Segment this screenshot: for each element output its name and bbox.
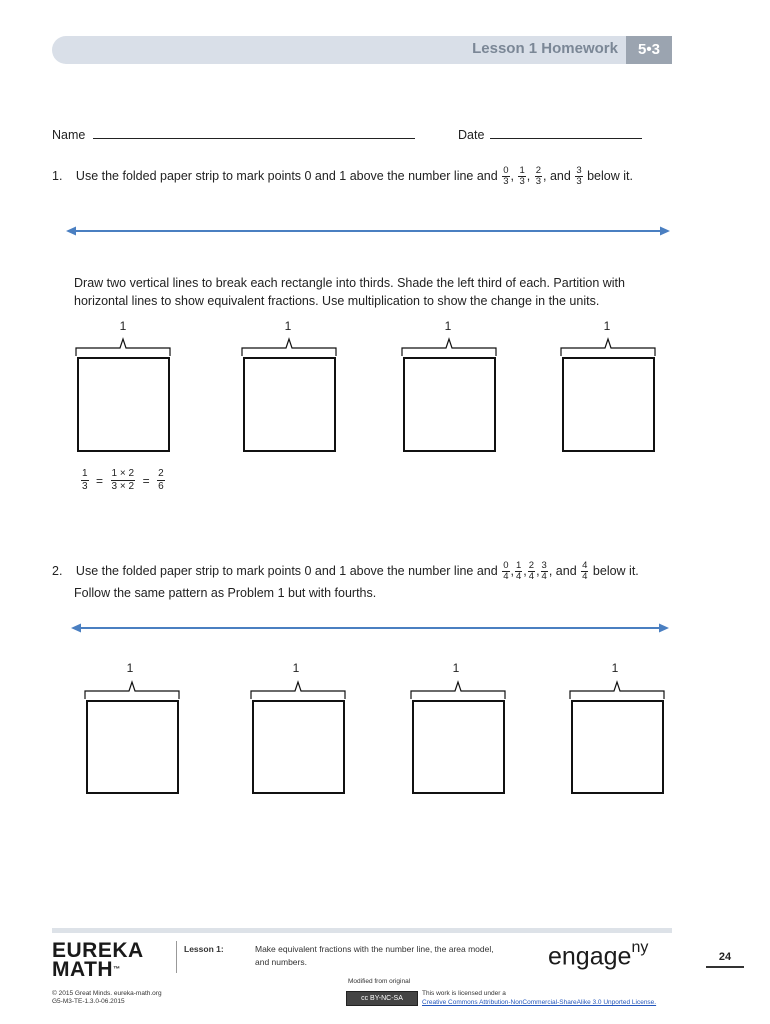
whole-label: 1 <box>292 661 300 675</box>
fraction: $\frac{3}{4}$ <box>541 560 547 582</box>
number-line-1[interactable] <box>66 222 672 240</box>
right-arrow-icon <box>660 227 670 236</box>
problem-2-text-end: below it. <box>592 563 639 578</box>
example-equation: $\frac{1}{3}$ = $\frac{1 \times 2}{3 \times 2}$ = $\frac{2}{6}$ <box>82 468 164 492</box>
fraction: $\frac{0}{4}$ <box>503 560 509 582</box>
area-model-rectangle[interactable] <box>403 357 496 452</box>
whole-label: 1 <box>119 319 127 333</box>
problem-2-text: Use the folded paper strip to mark points 0 and 1 above the number line and <box>75 563 498 578</box>
page-number: 24 <box>706 951 744 968</box>
fraction: $\frac{1 \times 2}{3 \times 2}$ <box>111 468 135 492</box>
whole-label: 1 <box>452 661 460 675</box>
fraction: $\frac{1}{4}$ <box>515 560 522 582</box>
license-link[interactable]: Creative Commons Attribution-NonCommercial-ShareAlike 3.0 Unported License. <box>422 999 657 1006</box>
fraction: $\frac{1}{3}$ <box>519 165 525 187</box>
fraction: $\frac{3}{3}$ <box>576 165 582 187</box>
area-model-rectangle[interactable] <box>562 357 655 452</box>
brace-icon <box>401 336 497 358</box>
right-arrow-icon <box>659 624 669 633</box>
area-model-rectangle[interactable] <box>77 357 170 452</box>
fraction: $\frac{1}{3}$ <box>82 468 88 492</box>
area-model-rectangle[interactable] <box>571 700 664 794</box>
date-row <box>458 126 642 142</box>
modified-note: Modified from original <box>348 978 411 985</box>
fraction: $\frac{2}{6}$ <box>158 468 164 492</box>
whole-label: 1 <box>284 319 292 333</box>
footer-divider <box>176 941 177 973</box>
problem-1-text-end: below it. <box>587 168 633 183</box>
left-arrow-icon <box>66 227 76 236</box>
problem-1-instructions-line-1: Draw two vertical lines to break each rectangle into thirds. Shade the left third of each. Partition with <box>74 276 625 290</box>
lesson-description-1: Make equivalent fractions with the number line, the area model, <box>255 944 494 954</box>
brace-icon <box>75 336 171 358</box>
problem-1-text: Use the folded paper strip to mark points 0 and 1 above the number line and <box>75 168 498 183</box>
area-model-rectangle[interactable] <box>243 357 336 452</box>
document-code: G5-M3-TE-1.3.0-06.2015 <box>52 998 125 1005</box>
fraction: $\frac{4}{4}$ <box>582 560 588 582</box>
lesson-label: Lesson 1: <box>184 944 224 954</box>
fraction: $\frac{0}{3}$ <box>503 165 509 187</box>
name-row <box>52 126 415 142</box>
problem-1-instructions-line-2: horizontal lines to show equivalent fractions. Use multiplication to show the change in the units. <box>74 294 600 308</box>
brace-icon <box>560 336 656 358</box>
problem-1-prompt: 1. Use the folded paper strip to mark points 0 and 1 above the number line and $\frac{0}{3}$ , $\frac{1}{3}$ , $\frac{2}{3}$ , and $\frac{3}{3}$ below it. <box>52 165 633 187</box>
whole-label: 1 <box>126 661 134 675</box>
brace-icon <box>241 336 337 358</box>
whole-label: 1 <box>611 661 619 675</box>
area-model-rectangle[interactable] <box>412 700 505 794</box>
problem-1-number: 1. <box>52 168 63 183</box>
fraction: $\frac{2}{4}$ <box>528 560 535 582</box>
fraction: $\frac{2}{3}$ <box>535 165 542 187</box>
number-line-2[interactable] <box>71 619 671 637</box>
module-badge: 5•3 <box>626 36 672 64</box>
page-title: Lesson 1 Homework <box>472 40 618 57</box>
problem-2-line-2: Follow the same pattern as Problem 1 but with fourths. <box>74 586 377 600</box>
lesson-description-2: and numbers. <box>255 957 307 967</box>
eureka-math-logo: EUREKA MATH™ <box>52 939 144 981</box>
brace-icon <box>569 679 665 701</box>
left-arrow-icon <box>71 624 81 633</box>
whole-label: 1 <box>603 319 611 333</box>
brace-icon <box>84 679 180 701</box>
name-field[interactable] <box>93 126 415 139</box>
problem-2-number: 2. <box>52 563 63 578</box>
copyright: © 2015 Great Minds. eureka-math.org <box>52 990 162 997</box>
date-label: Date <box>458 128 485 142</box>
footer-rule <box>52 928 672 933</box>
whole-label: 1 <box>444 319 452 333</box>
area-model-rectangle[interactable] <box>252 700 345 794</box>
area-model-rectangle[interactable] <box>86 700 179 794</box>
brace-icon <box>250 679 346 701</box>
cc-license-icon: cc BY-NC-SA <box>346 991 418 1006</box>
engageny-logo: engage$^{ny}$ <box>548 939 649 971</box>
problem-2-prompt: 2. Use the folded paper strip to mark points 0 and 1 above the number line and $\frac{0}{4}$ , $\frac{1}{4}$ , $\frac{2}{4}$ , $\frac{3}{4}$ , and $\frac{4}{4}$ below it. <box>52 560 639 582</box>
date-field[interactable] <box>490 126 642 139</box>
brace-icon <box>410 679 506 701</box>
name-label: Name <box>52 128 86 142</box>
license-text: This work is licensed under a <box>422 990 506 997</box>
